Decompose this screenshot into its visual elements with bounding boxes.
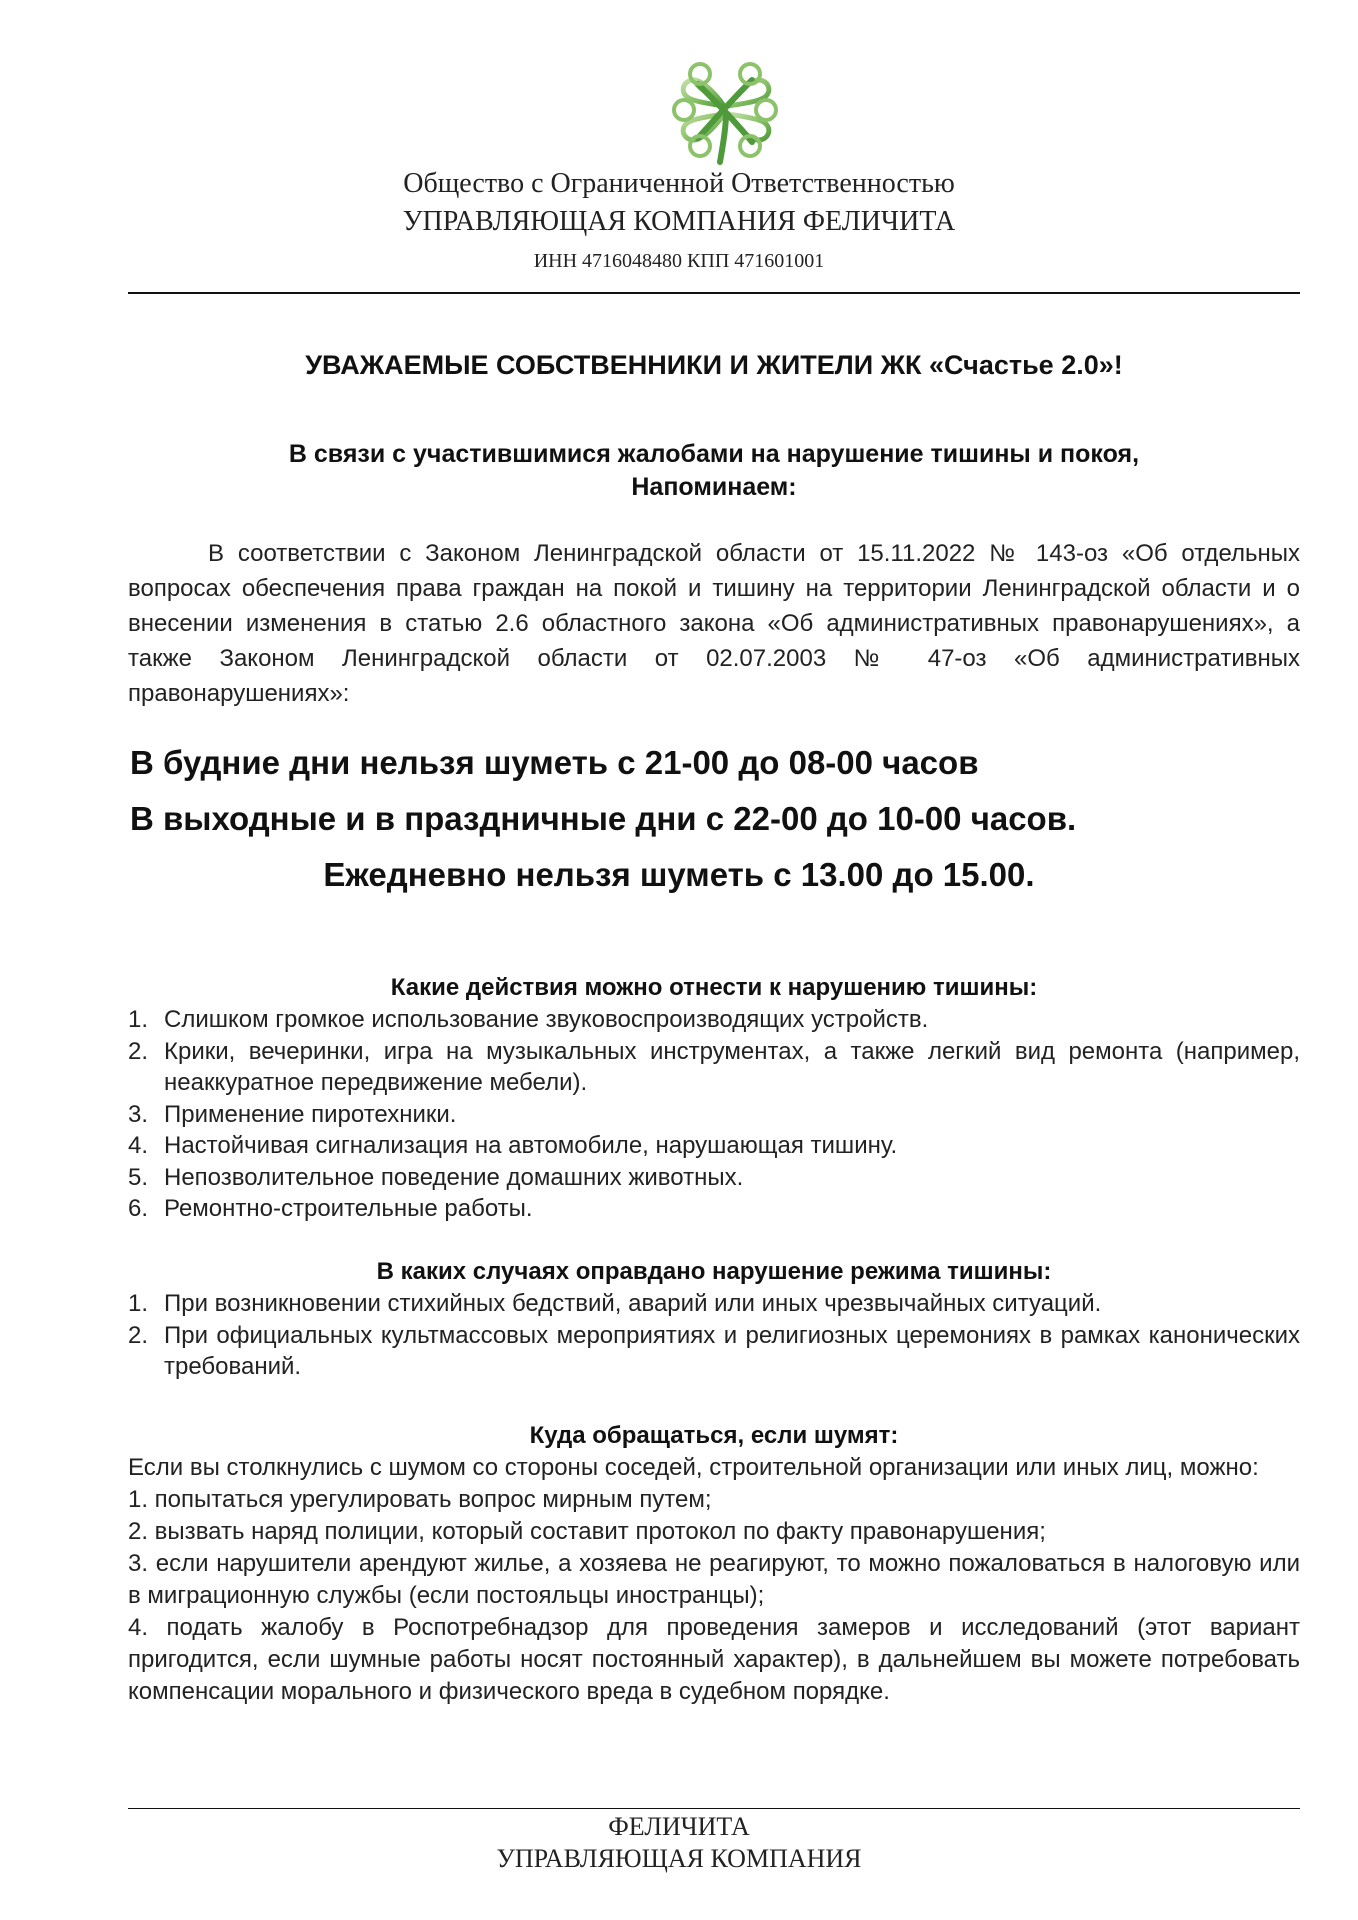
- list-item: 2. Крики, вечеринки, игра на музыкальных инструментах, а также легкий вид ремонта (например, неаккуратное передвижение мебели).: [128, 1037, 1300, 1096]
- rule-weekdays: В будние дни нельзя шуметь с 21-00 до 08-00 часов: [130, 744, 979, 781]
- footer-company-name: ФЕЛИЧИТА: [608, 1812, 750, 1841]
- contact-heading: Куда обращаться, если шумят:: [529, 1422, 899, 1449]
- exceptions-list: [128, 1288, 1300, 1383]
- footer-company-type: УПРАВЛЯЮЩАЯ КОМПАНИЯ: [496, 1844, 862, 1873]
- notice-subtitle: [128, 438, 1300, 504]
- notice-title: УВАЖАЕМЫЕ СОБСТВЕННИКИ И ЖИТЕЛИ ЖК «Счастье 2.0»!: [305, 350, 1123, 380]
- notice-subtitle-line2: Напоминаем:: [631, 473, 797, 501]
- list-item: 4. подать жалобу в Роспотребнадзор для проведения замеров и исследований (этот вариант пригодится, если шумные работы носят постоянный характер), в дальнейшем вы можете потребовать компенсации морального и физического вреда в судебном порядке.: [128, 1614, 1300, 1705]
- list-item: 3. если нарушители арендуют жилье, а хозяева не реагируют, то можно пожаловаться в налоговую или в миграционную службы (если постояльцы иностранцы);: [128, 1550, 1300, 1609]
- list-item: 2. При официальных культмассовых мероприятиях и религиозных церемониях в рамках канонических требований.: [128, 1321, 1300, 1380]
- contact-intro: Если вы столкнулись с шумом со стороны соседей, строительной организации или иных лиц, можно:: [128, 1454, 1259, 1481]
- violations-section: [128, 972, 1300, 1225]
- company-legal-form: Общество с Ограниченной Ответственностью: [403, 168, 955, 199]
- list-item: 3. Применение пиротехники.: [128, 1100, 457, 1128]
- company-name: УПРАВЛЯЮЩАЯ КОМПАНИЯ ФЕЛИЧИТА: [402, 206, 956, 237]
- exceptions-heading: В каких случаях оправдано нарушение режима тишины:: [376, 1258, 1052, 1285]
- list-item: 6. Ремонтно-строительные работы.: [128, 1195, 533, 1222]
- law-reference-paragraph: В соответствии с Законом Ленинградской области от 15.11.2022 № 143-оз «Об отдельных вопросах обеспечения права граждан на покой и тишину на территории Ленинградской области и о внесении изменения в статью 2.6 областного закона «Об административных правонарушениях», а также Законом Ленинградской области от 02.07.2003 № 47-оз «Об административных правонарушениях»:: [128, 540, 1300, 707]
- rule-daily: Ежедневно нельзя шуметь с 13.00 до 15.00.: [323, 856, 1035, 893]
- company-ids: ИНН 4716048480 КПП 471601001: [533, 250, 825, 272]
- four-heart-clover-icon: [664, 50, 784, 170]
- violations-list: [128, 1004, 1300, 1225]
- list-item: 1. Слишком громкое использование звуковоспроизводящих устройств.: [128, 1006, 929, 1033]
- violations-heading: Какие действия можно отнести к нарушению тишины:: [390, 974, 1038, 1001]
- rule-weekends: В выходные и в праздничные дни с 22-00 до 10-00 часов.: [130, 800, 1077, 837]
- contact-section: [128, 1420, 1300, 1708]
- header-divider: [128, 292, 1300, 294]
- list-item: 1. попытаться урегулировать вопрос мирным путем;: [128, 1486, 712, 1513]
- list-item: 2. вызвать наряд полиции, который составит протокол по факту правонарушения;: [128, 1518, 1046, 1545]
- exceptions-section: [128, 1256, 1300, 1383]
- list-item: 4. Настойчивая сигнализация на автомобиле, нарушающая тишину.: [128, 1132, 898, 1159]
- footer-divider: [128, 1808, 1300, 1809]
- list-item: 5. Непозволительное поведение домашних животных.: [128, 1163, 744, 1191]
- notice-subtitle-line1: В связи с участившимися жалобами на нарушение тишины и покоя,: [288, 440, 1140, 468]
- list-item: 1. При возникновении стихийных бедствий, аварий или иных чрезвычайных ситуаций.: [128, 1290, 1102, 1317]
